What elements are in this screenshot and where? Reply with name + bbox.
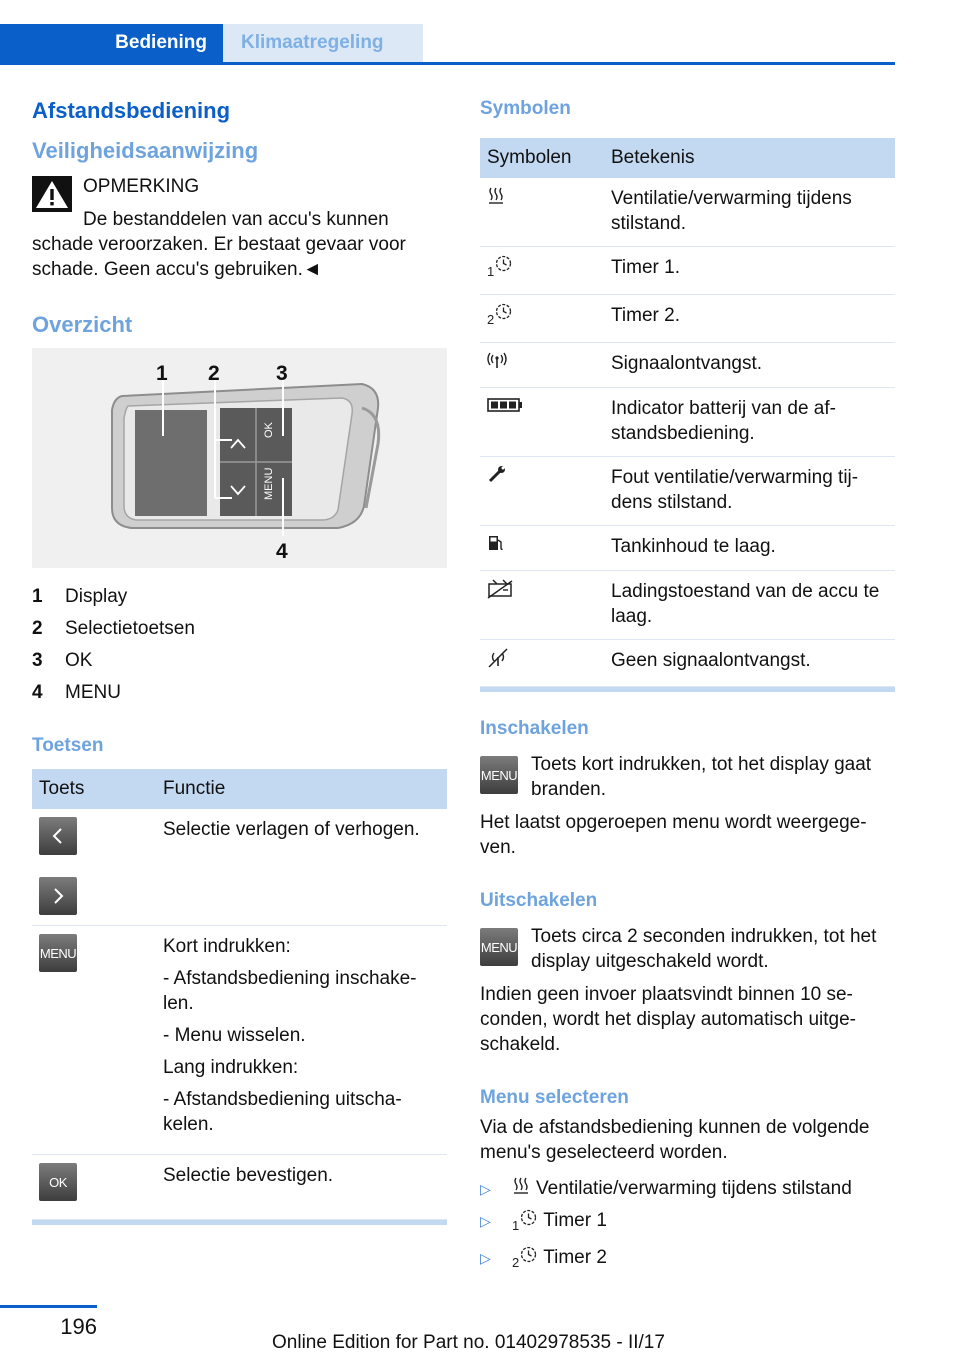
footer-accent-bar xyxy=(0,1305,97,1308)
figure-label-1: 1 xyxy=(156,362,168,385)
legend-item xyxy=(32,677,447,709)
table-row xyxy=(480,178,895,247)
ventilation-icon xyxy=(512,1176,530,1194)
table-row xyxy=(32,809,447,926)
off-text: Toets circa 2 seconden indrukken, tot het display uitgeschakeld wordt. xyxy=(531,926,877,972)
legend-number: 4 xyxy=(32,682,43,703)
list-item-label: Ventilatie/verwarming tijdens stilstand xyxy=(536,1178,852,1199)
symbol-meaning: Tankinhoud te laag. xyxy=(604,526,895,571)
select-text: Via de afstandsbediening kunnen de volgende menu's geselecteerd worden. xyxy=(480,1117,870,1163)
wrench-icon xyxy=(487,465,507,483)
note-label: OPMERKING xyxy=(83,176,200,197)
timer-number: 1 xyxy=(512,1218,520,1233)
select-heading: Menu selecteren xyxy=(480,1087,629,1108)
note-line1: De bestanddelen van accu's kunnen xyxy=(83,209,389,230)
note-text: schade veroorzaken. Er bestaat gevaar voor schade. Geen accu's gebruiken.◄ xyxy=(32,234,406,280)
timer-number: 2 xyxy=(512,1255,520,1270)
legend-label: Display xyxy=(65,586,128,607)
symbol-meaning: Geen signaalontvangst. xyxy=(604,640,895,687)
page-title: Afstandsbediening xyxy=(32,98,231,123)
fuel-icon xyxy=(487,534,505,552)
timer-number: 1 xyxy=(487,264,495,279)
left-column xyxy=(32,98,447,1225)
symbol-meaning: Signaalontvangst. xyxy=(604,343,895,388)
chevron-right-key-icon xyxy=(39,877,77,915)
figure-label-2: 2 xyxy=(208,362,220,385)
figure-button-ok: OK xyxy=(263,422,275,438)
warning-icon xyxy=(32,176,72,212)
menu-key-icon: MENU xyxy=(39,934,77,972)
table-end-bar xyxy=(480,687,895,692)
column-header-symbolen: Symbolen xyxy=(480,138,604,178)
battery-low-icon xyxy=(487,579,515,599)
figure-label-3: 3 xyxy=(276,362,288,385)
table-row xyxy=(480,457,895,526)
off-instruction xyxy=(480,924,895,974)
symbol-meaning: Timer 2. xyxy=(604,295,895,343)
remote-control-figure xyxy=(32,348,447,568)
triangle-bullet-icon: ▷ xyxy=(480,1250,491,1266)
header-tabs xyxy=(0,24,895,65)
chevron-left-key-icon xyxy=(39,817,77,855)
table-row xyxy=(480,571,895,640)
tab-bediening[interactable]: Bediening xyxy=(0,24,223,62)
on-heading: Inschakelen xyxy=(480,718,589,739)
legend-label: Selectietoetsen xyxy=(65,618,195,639)
battery-icon xyxy=(487,397,523,413)
legend-number: 3 xyxy=(32,650,43,671)
edition-text: Online Edition for Part no. 01402978535 - II/17 xyxy=(272,1332,665,1353)
ok-key-icon: OK xyxy=(39,1163,77,1201)
table-header-row xyxy=(32,769,447,809)
table-row xyxy=(480,247,895,295)
figure-label-4: 4 xyxy=(276,540,288,563)
function-text: - Menu wisselen. xyxy=(163,1025,306,1046)
on-instruction xyxy=(480,752,895,802)
legend-item xyxy=(32,613,447,645)
function-text: Kort indrukken: xyxy=(163,936,291,957)
legend-number: 1 xyxy=(32,586,43,607)
triangle-bullet-icon: ▷ xyxy=(480,1181,491,1197)
no-signal-icon xyxy=(487,648,509,668)
safety-heading: Veiligheidsaanwijzing xyxy=(32,138,259,163)
tab-klimaatregeling[interactable]: Klimaatregeling xyxy=(223,24,423,62)
table-row xyxy=(480,388,895,457)
list-item-label: Timer 1 xyxy=(543,1210,607,1231)
legend-label: OK xyxy=(65,650,93,671)
on-text: Toets kort indrukken, tot het display gaat branden. xyxy=(531,754,872,800)
symbol-meaning: Ventilatie/verwarming tijdens stilstand. xyxy=(604,178,895,247)
off-text-2: Indien geen invoer plaatsvindt binnen 10 se-conden, wordt het display automatisch uitge-schakeld. xyxy=(480,984,856,1055)
table-row xyxy=(480,343,895,388)
menu-list xyxy=(480,1173,895,1279)
timer-icon xyxy=(520,1209,537,1226)
table-row xyxy=(32,926,447,1155)
symbol-meaning: Timer 1. xyxy=(604,247,895,295)
symbols-heading: Symbolen xyxy=(480,98,571,119)
function-text: - Afstandsbediening inschake-len. xyxy=(163,968,417,1014)
menu-key-icon: MENU xyxy=(480,756,518,794)
menu-key-icon: MENU xyxy=(480,928,518,966)
figure-legend xyxy=(32,581,447,709)
symbol-meaning: Ladingstoestand van de accu te laag. xyxy=(604,571,895,640)
symbols-table xyxy=(480,138,895,687)
off-heading: Uitschakelen xyxy=(480,890,598,911)
legend-number: 2 xyxy=(32,618,43,639)
function-text: - Afstandsbediening uitscha-kelen. xyxy=(163,1089,402,1135)
list-item xyxy=(480,1173,895,1205)
column-header-toets: Toets xyxy=(32,769,156,809)
table-end-bar xyxy=(32,1220,447,1225)
column-header-betekenis: Betekenis xyxy=(604,138,895,178)
function-text: Lang indrukken: xyxy=(163,1057,299,1078)
legend-item xyxy=(32,581,447,613)
ventilation-icon xyxy=(487,186,505,204)
table-row xyxy=(32,1155,447,1220)
signal-icon xyxy=(487,351,507,369)
timer-number: 2 xyxy=(487,312,495,327)
timer-icon xyxy=(495,255,512,272)
overview-heading: Overzicht xyxy=(32,312,133,337)
page-number: 196 xyxy=(60,1314,97,1339)
symbol-meaning: Indicator batterij van de af-standsbediening. xyxy=(604,388,895,457)
list-item xyxy=(480,1205,895,1242)
table-row xyxy=(480,526,895,571)
symbol-meaning: Fout ventilatie/verwarming tij-dens stilstand. xyxy=(604,457,895,526)
legend-label: MENU xyxy=(65,682,121,703)
function-text: Selectie bevestigen. xyxy=(163,1165,334,1186)
right-column xyxy=(480,98,895,1279)
keys-heading: Toetsen xyxy=(32,735,104,756)
table-row xyxy=(480,295,895,343)
timer-icon xyxy=(495,303,512,320)
table-row xyxy=(480,640,895,687)
function-text: Selectie verlagen of verhogen. xyxy=(163,819,420,840)
on-text-2: Het laatst opgeroepen menu wordt weergege-ven. xyxy=(480,812,867,858)
list-item xyxy=(480,1242,895,1279)
warning-note xyxy=(32,174,447,232)
list-item-label: Timer 2 xyxy=(543,1247,607,1268)
figure-button-menu: MENU xyxy=(263,467,275,500)
column-header-functie: Functie xyxy=(156,769,447,809)
legend-item xyxy=(32,645,447,677)
timer-icon xyxy=(520,1246,537,1263)
table-header-row xyxy=(480,138,895,178)
keys-table xyxy=(32,769,447,1220)
triangle-bullet-icon: ▷ xyxy=(480,1213,491,1229)
